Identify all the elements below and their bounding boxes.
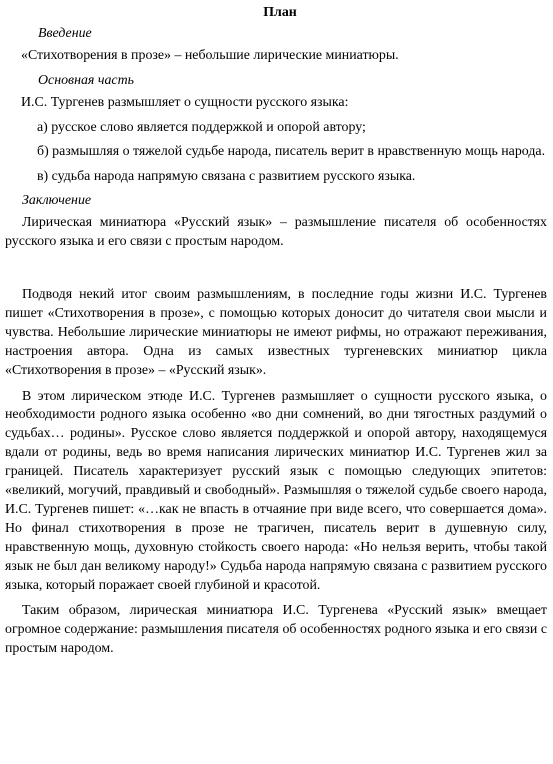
- conclusion-label: Заключение: [22, 193, 92, 209]
- conclusion-text: Лирическая миниатюра «Русский язык» – размышление писателя об особенностях русского языка и его связи с простым народом.: [5, 215, 547, 250]
- plan-item-b: б) размышляя о тяжелой судьбе народа, писатель верит в нравственную мощь народа.: [37, 144, 546, 160]
- main-label: Основная часть: [38, 72, 134, 88]
- plan-title: План: [263, 5, 297, 20]
- intro-label: Введение: [38, 25, 92, 41]
- plan-item-a: а) русское слово является поддержкой и опорой автору;: [37, 119, 366, 135]
- essay-paragraph-2: В этом лирическом этюде И.С. Тургенев размышляет о сущности русского языка, о необходимости родного языка особенно «во дни сомнений, во дни тягостных раздумий о судьбах… родины». Русское слово является поддержкой и опорой автору, находящемуся вдали от родины, ведь во время написания лирических миниатюр И.С. Тургенев жил за границей. Писатель характеризует русский язык с помощью следующих эпитетов: «великий, могучий, правдивый и свободный». Размышляя о тяжелой судьбе своего народа, И.С. Тургенев пишет: «…как не впасть в отчаяние при виде всего, что совершается дома». Но финал стихотворения в прозе не трагичен, писатель верит в душевную силу, нравственную мощь, духовную стойкость своего народа: «Но нельзя верить, чтобы такой язык не был дан великому народу!» Судьба народа напрямую связана с развитием русского языка, который поражает своей глубиной и красотой.: [5, 388, 547, 593]
- essay-paragraph-3: Таким образом, лирическая миниатюра И.С. Тургенева «Русский язык» вмещает огромное содержание: размышления писателя об особенностях родного языка и его связи с простым народом.: [5, 603, 547, 657]
- main-text: И.С. Тургенев размышляет о сущности русского языка:: [21, 94, 349, 110]
- plan-item-c: в) судьба народа напрямую связана с развитием русского языка.: [37, 169, 416, 185]
- intro-text: «Стихотворения в прозе» – небольшие лирические миниатюры.: [21, 47, 399, 63]
- essay-paragraph-1: Подводя некий итог своим размышлениям, в последние годы жизни И.С. Тургенев пишет «Стихотворения в прозе», с помощью которых доносит до читателя свои мысли и чувства. Небольшие лирические миниатюры не имеют рифмы, но отражают переживания, настроения автора. Одна из самых известных тургеневских миниатюр цикла «Стихотворения в прозе» – «Русский язык».: [5, 286, 547, 378]
